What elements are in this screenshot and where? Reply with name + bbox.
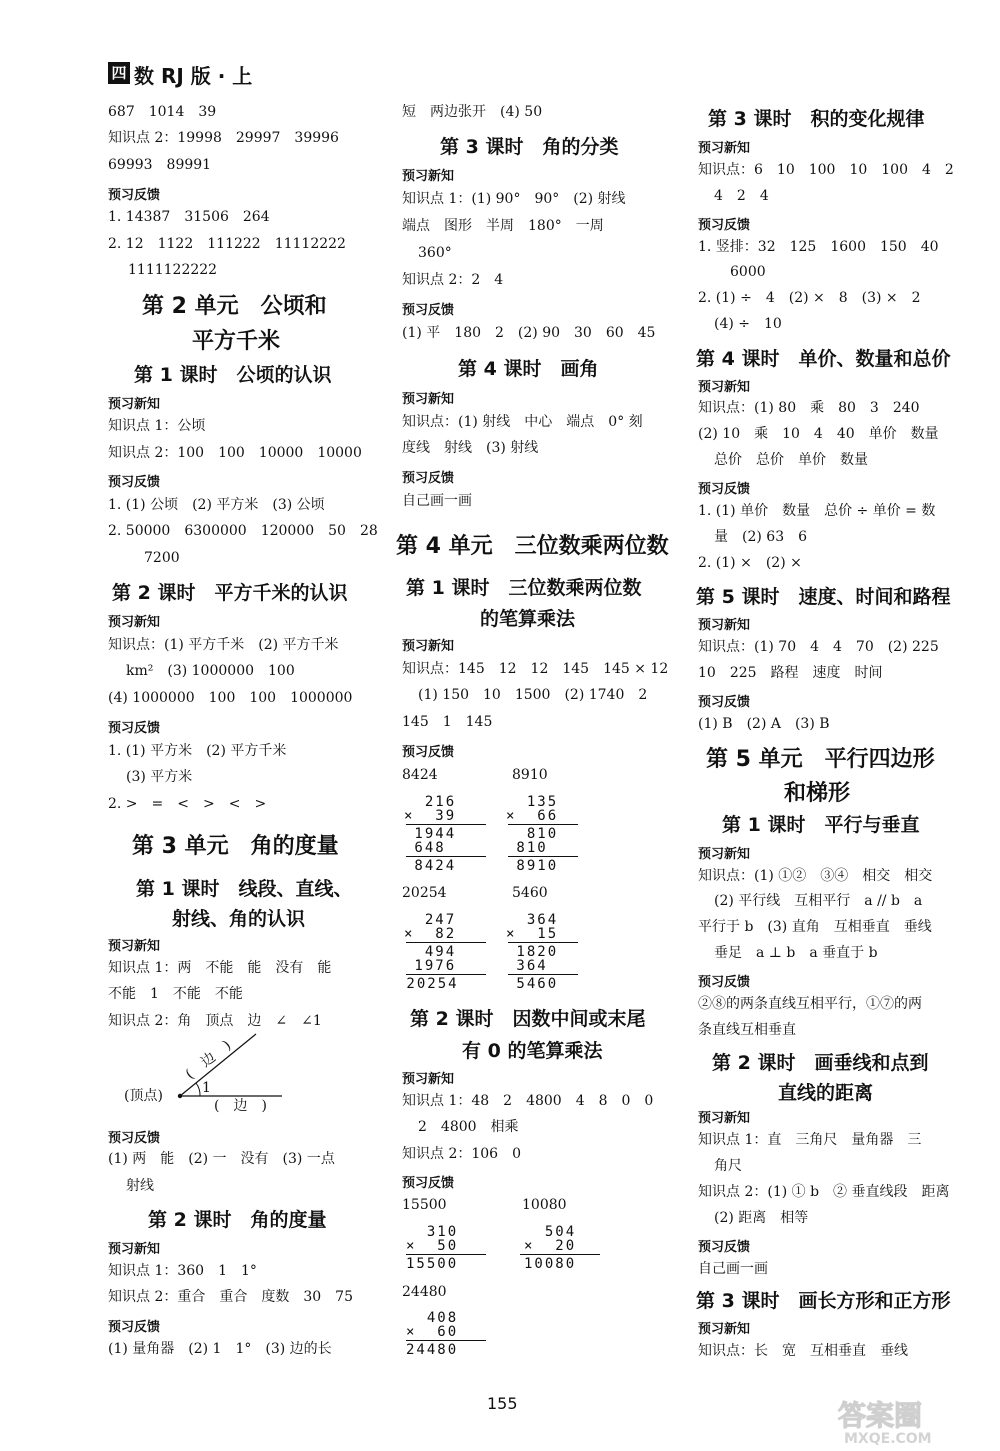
text-line: (1) 两 能 (2) 一 没有 (3) 一点 <box>108 1151 335 1167</box>
section-label: 预习新知 <box>402 169 455 184</box>
text-line: 知识点 1：直 三角尺 量角器 三 <box>698 1132 922 1148</box>
calc-line: 494 <box>404 944 457 960</box>
calc-line: 1820 <box>506 944 559 960</box>
calc-line: 648 <box>404 840 446 856</box>
section-label: 预习新知 <box>698 380 751 395</box>
lesson-title: 第 4 课时 画角 <box>458 358 599 380</box>
lesson-title: 第 3 课时 积的变化规律 <box>708 108 925 130</box>
text-line: 2. 50000 6300000 120000 50 28 <box>108 523 378 539</box>
section-label: 预习新知 <box>698 141 751 156</box>
unit-title: 第 2 单元 公顷和 <box>142 294 327 319</box>
section-label: 预习反馈 <box>108 1320 161 1335</box>
text-line: 垂足 a ⊥ b a 垂直于 b <box>714 945 878 961</box>
answer-value: 5460 <box>512 885 548 901</box>
text-line: 知识点：(1) 射线 中心 端点 0° 刻 <box>402 414 643 430</box>
calc-line: 310 <box>406 1224 459 1240</box>
text-line: ②⑧的两条直线互相平行，①⑦的两 <box>698 996 922 1012</box>
text-line: (3) 平方米 <box>126 769 193 785</box>
text-line: 端点 图形 半周 180° 一周 <box>402 218 604 234</box>
watermark-text: 答案圈 <box>838 1399 923 1432</box>
unit-title: 第 5 单元 平行四边形 <box>706 747 935 772</box>
text-line: 条直线互相垂直 <box>698 1022 796 1038</box>
text-line: 2 4800 相乘 <box>418 1119 519 1135</box>
calc-line: × 60 <box>406 1324 459 1340</box>
text-line: 知识点 2：(1) ① b ② 垂直线段 距离 <box>698 1184 950 1200</box>
text-line: 知识点：长 宽 互相垂直 垂线 <box>698 1343 908 1359</box>
section-label: 预习反馈 <box>108 188 161 203</box>
text-line: 不能 1 不能 不能 <box>108 986 243 1002</box>
text-line: 2. (1) × (2) × <box>698 555 802 571</box>
calc-line: 24480 <box>406 1342 459 1358</box>
text-line: (4) ÷ 10 <box>714 316 782 332</box>
answer-value: 8424 <box>402 767 438 783</box>
text-line: 4 2 4 <box>714 188 769 204</box>
text-line: 知识点：(1) 平方千米 (2) 平方千米 <box>108 637 339 653</box>
calc-rule <box>406 856 486 857</box>
calc-rule <box>508 974 578 975</box>
lesson-title: 第 2 课时 平方千米的认识 <box>112 582 348 604</box>
watermark-icon <box>830 1395 980 1447</box>
calc-line: 504 <box>524 1224 577 1240</box>
lesson-title: 第 4 课时 单价、数量和总价 <box>696 348 951 370</box>
lesson-title: 第 1 课时 三位数乘两位数 <box>406 577 642 599</box>
section-label: 预习新知 <box>402 639 455 654</box>
calc-line: × 66 <box>506 808 559 824</box>
text-line: 1. 14387 31506 264 <box>108 209 270 225</box>
calc-line: 135 <box>506 794 559 810</box>
text-line: 知识点：(1) ①② ③④ 相交 相交 <box>698 868 933 884</box>
section-label: 预习新知 <box>698 1322 751 1337</box>
text-line: 2. (1) ÷ 4 (2) × 8 (3) × 2 <box>698 290 921 306</box>
calc-line: 810 <box>506 840 548 856</box>
unit-title: 平方千米 <box>192 329 281 354</box>
unit-title: 和梯形 <box>784 781 851 806</box>
text-line: 知识点：(1) 70 4 4 70 (2) 225 <box>698 639 939 655</box>
calc-rule <box>406 942 486 943</box>
page-number: 155 <box>487 1394 518 1413</box>
vertex-label: (顶点) <box>124 1088 163 1104</box>
lesson-title: 射线、角的认识 <box>172 908 306 930</box>
lesson-title: 第 3 课时 画长方形和正方形 <box>696 1290 951 1312</box>
answer-value: 10080 <box>522 1197 567 1213</box>
section-label: 预习反馈 <box>108 1131 161 1146</box>
lesson-title: 第 1 课时 平行与垂直 <box>722 814 920 836</box>
calc-rule <box>406 974 486 975</box>
grade-badge: 四 <box>108 62 130 84</box>
text-line: (2) 10 乘 10 4 40 单价 数量 <box>698 426 939 442</box>
answer-value: 15500 <box>402 1197 447 1213</box>
side-label: ( 边 ) <box>182 1037 235 1083</box>
calc-line: × 82 <box>404 926 457 942</box>
text-line: (2) 平行线 互相平行 a // b a <box>714 893 923 909</box>
text-line: 145 1 145 <box>402 714 493 730</box>
calc-line: 810 <box>506 826 559 842</box>
text-line: 2. 12 1122 111222 11112222 <box>108 236 346 252</box>
text-line: 知识点：145 12 12 145 145 × 12 <box>402 661 669 677</box>
calc-line: 216 <box>404 794 457 810</box>
text-line: 10 225 路程 速度 时间 <box>698 665 883 681</box>
text-line: 知识点：(1) 80 乘 80 3 240 <box>698 400 920 416</box>
unit-title: 第 3 单元 角的度量 <box>132 834 339 859</box>
calc-rule <box>406 1340 486 1341</box>
section-label: 预习反馈 <box>698 482 751 497</box>
section-label: 预习新知 <box>402 1072 455 1087</box>
answer-value: 20254 <box>402 885 447 901</box>
calc-rule <box>508 856 578 857</box>
section-label: 预习新知 <box>108 397 161 412</box>
section-label: 预习新知 <box>698 1111 751 1126</box>
calc-line: 10080 <box>524 1256 577 1272</box>
text-line: 自己画一画 <box>402 493 472 509</box>
lesson-title: 直线的距离 <box>778 1082 874 1104</box>
section-label: 预习新知 <box>698 618 751 633</box>
section-label: 预习反馈 <box>698 975 751 990</box>
section-label: 预习反馈 <box>402 1176 455 1191</box>
text-line: 知识点 1：两 不能 能 没有 能 <box>108 960 332 976</box>
lesson-title: 第 3 课时 角的分类 <box>440 136 619 158</box>
text-line: 知识点 2：100 100 10000 10000 <box>108 445 362 461</box>
lesson-title: 的笔算乘法 <box>480 608 576 630</box>
text-line: (1) B (2) A (3) B <box>698 716 830 732</box>
text-line: 知识点 1：(1) 90° 90° (2) 射线 <box>402 191 626 207</box>
text-line: (1) 150 10 1500 (2) 1740 2 <box>418 687 648 703</box>
text-line: 360° <box>418 245 452 261</box>
calc-line: 1944 <box>404 826 457 842</box>
calc-line: 8424 <box>404 858 457 874</box>
answer-value: 8910 <box>512 767 548 783</box>
calc-line: 364 <box>506 958 548 974</box>
text-line: 平行于 b (3) 直角 互相垂直 垂线 <box>698 919 932 935</box>
unit-title: 第 4 单元 三位数乘两位数 <box>396 534 669 559</box>
text-line: 知识点 2：19998 29997 39996 <box>108 130 339 146</box>
text-line: 总价 总价 单价 数量 <box>714 452 868 468</box>
lesson-title: 有 0 的笔算乘法 <box>462 1040 603 1062</box>
calc-line: × 15 <box>506 926 559 942</box>
text-line: (2) 距离 相等 <box>714 1210 809 1226</box>
text-line: 知识点 1：公顷 <box>108 418 206 434</box>
section-label: 预习新知 <box>108 615 161 630</box>
calc-line: × 20 <box>524 1238 577 1254</box>
section-label: 预习反馈 <box>698 218 751 233</box>
calc-rule <box>508 942 578 943</box>
text-line: 69993 89991 <box>108 157 212 173</box>
text-line: 自己画一画 <box>698 1261 768 1277</box>
calc-line: 1976 <box>404 958 457 974</box>
section-label: 预习反馈 <box>108 721 161 736</box>
angle-label: 1 <box>202 1080 211 1096</box>
lesson-title: 第 5 课时 速度、时间和路程 <box>696 586 951 608</box>
text-line: 687 1014 39 <box>108 104 217 120</box>
lesson-title: 第 2 课时 画垂线和点到 <box>712 1052 929 1074</box>
text-line: 知识点 1：48 2 4800 4 8 0 0 <box>402 1093 654 1109</box>
watermark-logo <box>830 1395 980 1447</box>
calc-line: × 39 <box>404 808 457 824</box>
calc-rule <box>508 824 578 825</box>
text-line: 知识点 2：角 顶点 边 ∠ ∠1 <box>108 1013 322 1029</box>
lesson-title: 第 2 课时 因数中间或末尾 <box>410 1008 646 1030</box>
section-label: 预习新知 <box>698 847 751 862</box>
text-line: 1. (1) 公顷 (2) 平方米 (3) 公顷 <box>108 497 325 513</box>
watermark-url: MXQE.COM <box>844 1431 932 1447</box>
calc-line: 15500 <box>406 1256 459 1272</box>
calc-rule <box>406 824 486 825</box>
text-line: km² (3) 1000000 100 <box>126 663 295 679</box>
calc-line: 247 <box>404 912 457 928</box>
calc-rule <box>406 1254 486 1255</box>
text-line: 量 (2) 63 6 <box>714 529 808 545</box>
text-line: 知识点 2：重合 重合 度数 30 75 <box>108 1289 353 1305</box>
lesson-title: 第 2 课时 角的度量 <box>148 1209 327 1231</box>
lesson-title: 第 1 课时 公顷的认识 <box>134 364 332 386</box>
calc-line: 408 <box>406 1310 459 1326</box>
text-line: 2. > = < > < > <box>108 796 267 812</box>
text-line: 1. (1) 平方米 (2) 平方千米 <box>108 743 287 759</box>
side-label: ( 边 ) <box>214 1098 267 1114</box>
text-line: 1. 竖排：32 125 1600 150 40 <box>698 239 939 255</box>
calc-line: 5460 <box>506 976 559 992</box>
text-line: 7200 <box>144 550 180 566</box>
section-label: 预习反馈 <box>108 475 161 490</box>
section-label: 预习反馈 <box>698 695 751 710</box>
calc-line: 364 <box>506 912 559 928</box>
text-line: (1) 量角器 (2) 1 1° (3) 边的长 <box>108 1341 332 1357</box>
text-line: 角尺 <box>714 1158 742 1174</box>
text-line: 1111122222 <box>128 262 218 278</box>
text-line: 度线 射线 (3) 射线 <box>402 440 539 456</box>
text-line: (4) 1000000 100 100 1000000 <box>108 690 353 706</box>
calc-line: × 50 <box>406 1238 459 1254</box>
text-line: 知识点：6 10 100 10 100 4 2 <box>698 162 954 178</box>
answer-value: 24480 <box>402 1284 447 1300</box>
section-label: 预习反馈 <box>402 303 455 318</box>
text-line: 射线 <box>126 1178 154 1194</box>
calc-rule <box>520 1254 600 1255</box>
calc-line: 20254 <box>396 976 459 992</box>
section-label: 预习新知 <box>108 1242 161 1257</box>
text-line: 知识点 2：2 4 <box>402 272 504 288</box>
book-title: 数 RJ 版 · 上 <box>134 64 253 88</box>
section-label: 预习反馈 <box>402 745 455 760</box>
section-label: 预习反馈 <box>402 471 455 486</box>
text-line: 6000 <box>730 264 766 280</box>
text-line: (1) 平 180 2 (2) 90 30 60 45 <box>402 325 656 341</box>
text-line: 知识点 1：360 1 1° <box>108 1263 257 1279</box>
text-line: 1. (1) 单价 数量 总价 ÷ 单价 = 数 <box>698 503 936 519</box>
text-line: 短 两边张开 (4) 50 <box>402 104 543 120</box>
section-label: 预习新知 <box>402 392 455 407</box>
text-line: 知识点 2：106 0 <box>402 1146 521 1162</box>
section-label: 预习新知 <box>108 939 161 954</box>
section-label: 预习反馈 <box>698 1240 751 1255</box>
lesson-title: 第 1 课时 线段、直线、 <box>136 878 353 900</box>
calc-line: 8910 <box>506 858 559 874</box>
